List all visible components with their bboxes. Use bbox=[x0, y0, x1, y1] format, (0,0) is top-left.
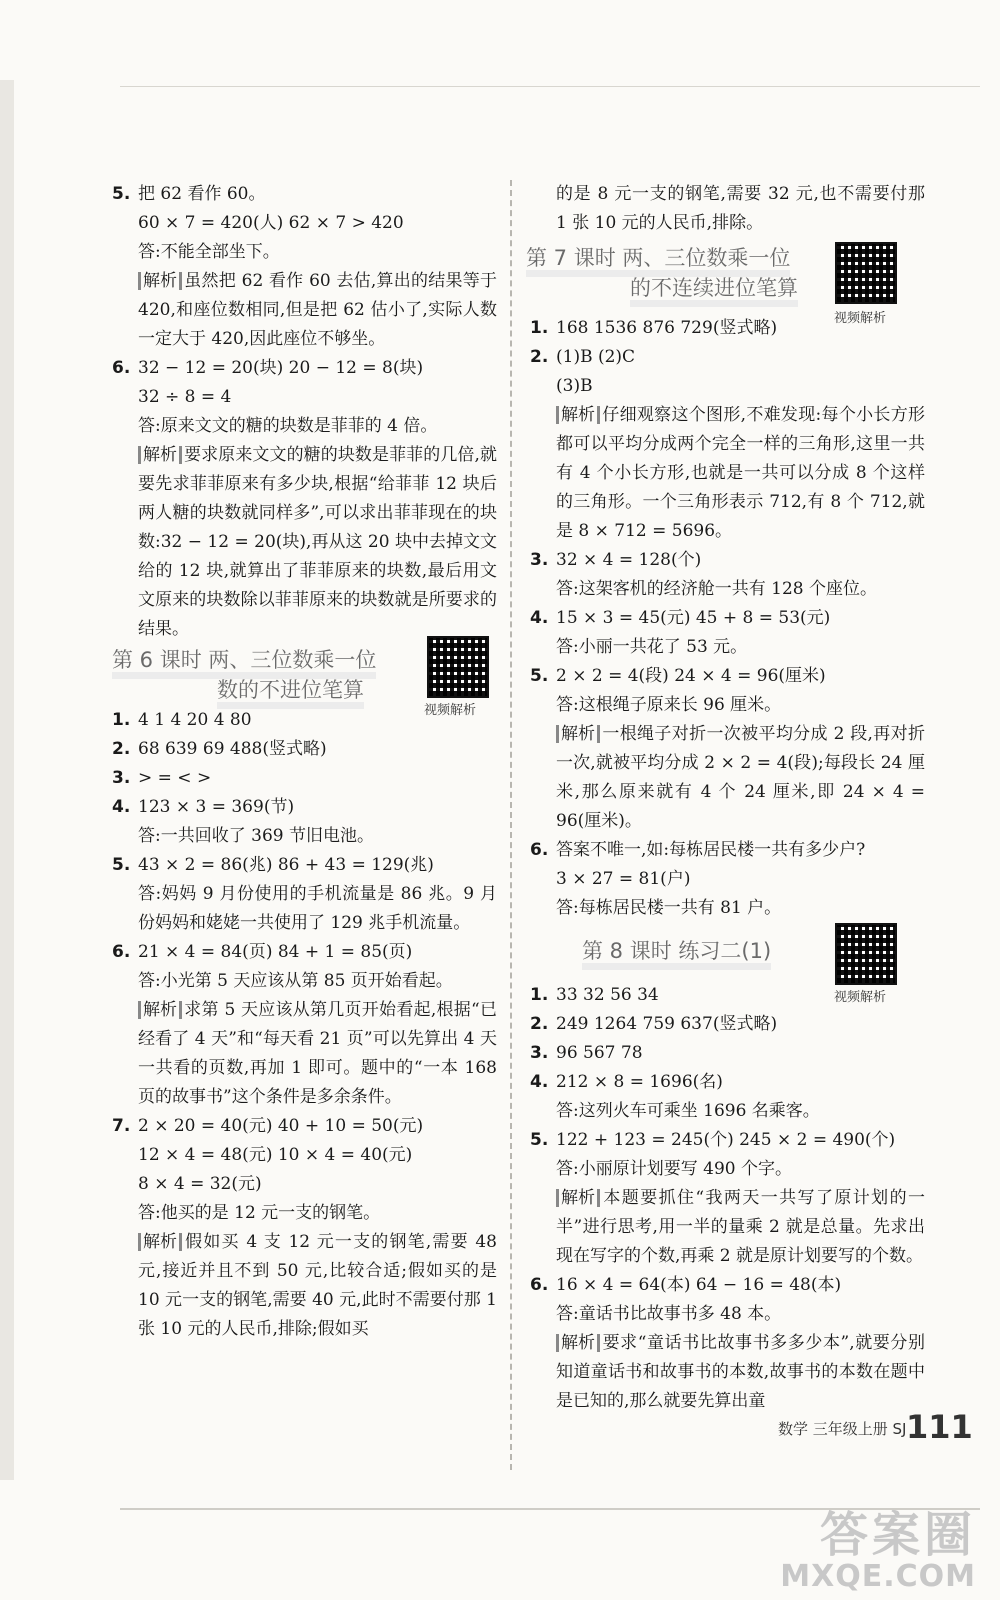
lesson-title: 第 7 课时 两、三位数乘一位 bbox=[526, 246, 790, 277]
analysis-text: 本题要抓住“我两天一共写了原计划的一半”进行思考,用一半的量乘 2 就是总量。先求出现在写字的个数,再乘 2 就是原计划要写的个数。 bbox=[556, 1188, 925, 1266]
problem-number: 4. bbox=[530, 608, 549, 628]
problem-number: 1. bbox=[112, 710, 131, 730]
answer-line: 212 × 8 = 1696(名) bbox=[556, 1072, 723, 1092]
answer-line: (3)B bbox=[556, 376, 593, 396]
answer-line: 33 32 56 34 bbox=[556, 985, 659, 1005]
answer-line: 249 1264 759 637(竖式略) bbox=[556, 1014, 778, 1034]
answer-line: 答:一共回收了 369 节旧电池。 bbox=[138, 826, 374, 846]
answer-line: 答:他买的是 12 元一支的钢笔。 bbox=[138, 1203, 381, 1223]
analysis-text: 虽然把 62 看作 60 去估,算出的结果等于 420,和座位数相同,但是把 62 估小了,实际人数一定大于 420,因此座位不够坐。 bbox=[138, 271, 497, 349]
answer-line: 把 62 看作 60。 bbox=[138, 184, 266, 204]
analysis-text: 要求“童话书比故事书多多少本”,就要分别知道童话书和故事书的本数,故事书的本数在题中是已知的,那么就要先算出童 bbox=[556, 1333, 925, 1411]
problem-number: 1. bbox=[530, 318, 549, 338]
footer-subject: 数学 三年级上册 SJ bbox=[778, 1420, 907, 1438]
problem-number: 5. bbox=[112, 184, 131, 204]
problem-number: 5. bbox=[530, 1130, 549, 1150]
lesson-subtitle: 数的不进位笔算 bbox=[217, 678, 364, 709]
lesson-7-heading bbox=[526, 242, 925, 326]
analysis-paragraph bbox=[138, 1228, 497, 1344]
problem-number: 6. bbox=[112, 358, 131, 378]
problem-number: 6. bbox=[530, 1275, 549, 1295]
answer-line: 答:这架客机的经济舱一共有 128 个座位。 bbox=[556, 579, 877, 599]
answer-line: (1)B (2)C bbox=[556, 347, 636, 367]
page-edge bbox=[0, 80, 14, 1480]
analysis-paragraph bbox=[138, 441, 497, 644]
answer-line: 43 × 2 = 86(兆) 86 + 43 = 129(兆) bbox=[138, 855, 434, 875]
problem-number: 6. bbox=[112, 942, 131, 962]
analysis-paragraph bbox=[556, 1329, 925, 1416]
answer-line: 2 × 2 = 4(段) 24 × 4 = 96(厘米) bbox=[556, 666, 826, 686]
watermark-line1: 答案圈 bbox=[819, 1507, 976, 1563]
answer-line: 16 × 4 = 64(本) 64 − 16 = 48(本) bbox=[556, 1275, 842, 1295]
column-divider bbox=[510, 180, 512, 1470]
analysis-paragraph bbox=[556, 1184, 925, 1271]
qr-label: 视频解析 bbox=[424, 703, 477, 718]
answer-line: 122 + 123 = 245(个) 245 × 2 = 490(个) bbox=[556, 1130, 896, 1150]
answer-line: 答:原来文文的糖的块数是菲菲的 4 倍。 bbox=[138, 416, 438, 436]
analysis-paragraph bbox=[556, 401, 925, 546]
problem-number: 5. bbox=[530, 666, 549, 686]
answer-line: 8 × 4 = 32(元) bbox=[138, 1174, 262, 1194]
answer-line: 答:每栋居民楼一共有 81 户。 bbox=[556, 898, 782, 918]
answer-line: 4 1 4 20 4 80 bbox=[138, 710, 252, 730]
analysis-text: 仔细观察这个图形,不难发现:每个小长方形都可以平均分成两个完全一样的三角形,这里一共有 4 个小长方形,也就是一共可以分成 8 个这样的三角形。一个三角形表示 712,有 8 个 712,就是 8 × 712 = 5696。 bbox=[556, 405, 925, 541]
problem-number: 1. bbox=[530, 985, 549, 1005]
answer-line: 答:小光第 5 天应该从第 85 页开始看起。 bbox=[138, 971, 453, 991]
answer-line: 答:这列火车可乘坐 1696 名乘客。 bbox=[556, 1101, 820, 1121]
page-number: 111 bbox=[906, 1408, 973, 1446]
analysis-tag: 解析 bbox=[556, 1189, 600, 1207]
left-column bbox=[112, 180, 497, 1344]
analysis-tag: 解析 bbox=[138, 1001, 182, 1019]
analysis-text: 一根绳子对折一次被平均分成 2 段,再对折一次,就被平均分成 2 × 2 = 4(段);每段长 24 厘米,那么原来就有 4 个 24 厘米,即 24 × 4 = 96(厘米)。 bbox=[556, 724, 925, 831]
problem-number: 7. bbox=[112, 1116, 131, 1136]
top-rule bbox=[120, 86, 980, 87]
answer-line: 答:童话书比故事书多 48 本。 bbox=[556, 1304, 782, 1324]
qr-label: 视频解析 bbox=[834, 311, 887, 326]
answer-line: 60 × 7 = 420(人) 62 × 7 > 420 bbox=[138, 213, 404, 233]
answer-line: 2 × 20 = 40(元) 40 + 10 = 50(元) bbox=[138, 1116, 424, 1136]
answer-line: 答:不能全部坐下。 bbox=[138, 242, 280, 262]
lesson-title: 第 8 课时 练习二(1) bbox=[582, 939, 771, 970]
analysis-tag: 解析 bbox=[138, 446, 182, 464]
answer-paragraph: 答:妈妈 9 月份使用的手机流量是 86 兆。9 月份妈妈和姥姥一共使用了 129 兆手机流量。 bbox=[138, 884, 497, 933]
problem-number: 2. bbox=[112, 739, 131, 759]
qr-label: 视频解析 bbox=[834, 990, 887, 1005]
analysis-tag: 解析 bbox=[556, 406, 600, 424]
right-column bbox=[526, 180, 925, 1416]
watermark-line2: MXQE.COM bbox=[780, 1559, 976, 1594]
problem-number: 4. bbox=[112, 797, 131, 817]
answer-line: 3 × 27 = 81(户) bbox=[556, 869, 691, 889]
continued-analysis: 的是 8 元一支的钢笔,需要 32 元,也不需要付那 1 张 10 元的人民币,排除。 bbox=[556, 184, 925, 233]
answer-line: 123 × 3 = 369(节) bbox=[138, 797, 295, 817]
analysis-text: 求第 5 天应该从第几页开始看起,根据“已经看了 4 天”和“每天看 21 页”可以先算出 4 天一共看的页数,再加 1 即可。题中的“一本 168 页的故事书”这个条件是多余条件。 bbox=[138, 1000, 497, 1107]
analysis-text: 假如买 4 支 12 元一支的钢笔,需要 48 元,接近并且不到 50 元,比较合适;假如买的是 10 元一支的钢笔,需要 40 元,此时不需要付那 1 张 10 元的人民币,排除;假如买 bbox=[138, 1232, 497, 1339]
analysis-text: 要求原来文文的糖的块数是菲菲的几倍,就要先求菲菲原来有多少块,根据“给菲菲 12 块后两人糖的块数就同样多”,可以求出菲菲现在的块数:32 − 12 = 20(块),再从这 20 块中去掉文文给的 12 块,就算出了菲菲原来的块数,最后用文文原来的块数除以菲菲原来的块数就是所要求的结果。 bbox=[138, 445, 497, 639]
analysis-tag: 解析 bbox=[556, 1334, 600, 1352]
answer-line: 答:小丽一共花了 53 元。 bbox=[556, 637, 748, 657]
lesson-6-heading bbox=[112, 644, 497, 718]
problem-number: 3. bbox=[530, 550, 549, 570]
answer-line: 68 639 69 488(竖式略) bbox=[138, 739, 327, 759]
lesson-title: 第 6 课时 两、三位数乘一位 bbox=[112, 648, 376, 679]
answer-line: 32 × 4 = 128(个) bbox=[556, 550, 702, 570]
problem-number: 6. bbox=[530, 840, 549, 860]
answer-line: 168 1536 876 729(竖式略) bbox=[556, 318, 778, 338]
qr-code-icon[interactable] bbox=[427, 636, 489, 698]
analysis-tag: 解析 bbox=[138, 272, 182, 290]
answer-line: 答案不唯一,如:每栋居民楼一共有多少户? bbox=[556, 840, 866, 860]
qr-code-icon[interactable] bbox=[835, 923, 897, 985]
analysis-paragraph bbox=[138, 267, 497, 354]
answer-line: 21 × 4 = 84(页) 84 + 1 = 85(页) bbox=[138, 942, 413, 962]
analysis-paragraph bbox=[138, 996, 497, 1112]
answer-line: 32 ÷ 8 = 4 bbox=[138, 387, 232, 407]
problem-number: 2. bbox=[530, 347, 549, 367]
answer-line: 答:这根绳子原来长 96 厘米。 bbox=[556, 695, 782, 715]
problem-number: 3. bbox=[530, 1043, 549, 1063]
answer-line: 96 567 78 bbox=[556, 1043, 643, 1063]
problem-number: 5. bbox=[112, 855, 131, 875]
watermark-logo bbox=[780, 1508, 976, 1592]
qr-code-icon[interactable] bbox=[835, 242, 897, 304]
answer-line: 32 − 12 = 20(块) 20 − 12 = 8(块) bbox=[138, 358, 424, 378]
answer-line: > = < > bbox=[138, 768, 212, 788]
analysis-paragraph bbox=[556, 720, 925, 836]
answer-line: 答:小丽原计划要写 490 个字。 bbox=[556, 1159, 792, 1179]
problem-number: 2. bbox=[530, 1014, 549, 1034]
answer-line: 12 × 4 = 48(元) 10 × 4 = 40(元) bbox=[138, 1145, 413, 1165]
problem-number: 4. bbox=[530, 1072, 549, 1092]
analysis-tag: 解析 bbox=[138, 1233, 182, 1251]
problem-number: 3. bbox=[112, 768, 131, 788]
answer-line: 15 × 3 = 45(元) 45 + 8 = 53(元) bbox=[556, 608, 831, 628]
lesson-subtitle: 的不连续进位笔算 bbox=[630, 276, 798, 307]
analysis-tag: 解析 bbox=[556, 725, 600, 743]
